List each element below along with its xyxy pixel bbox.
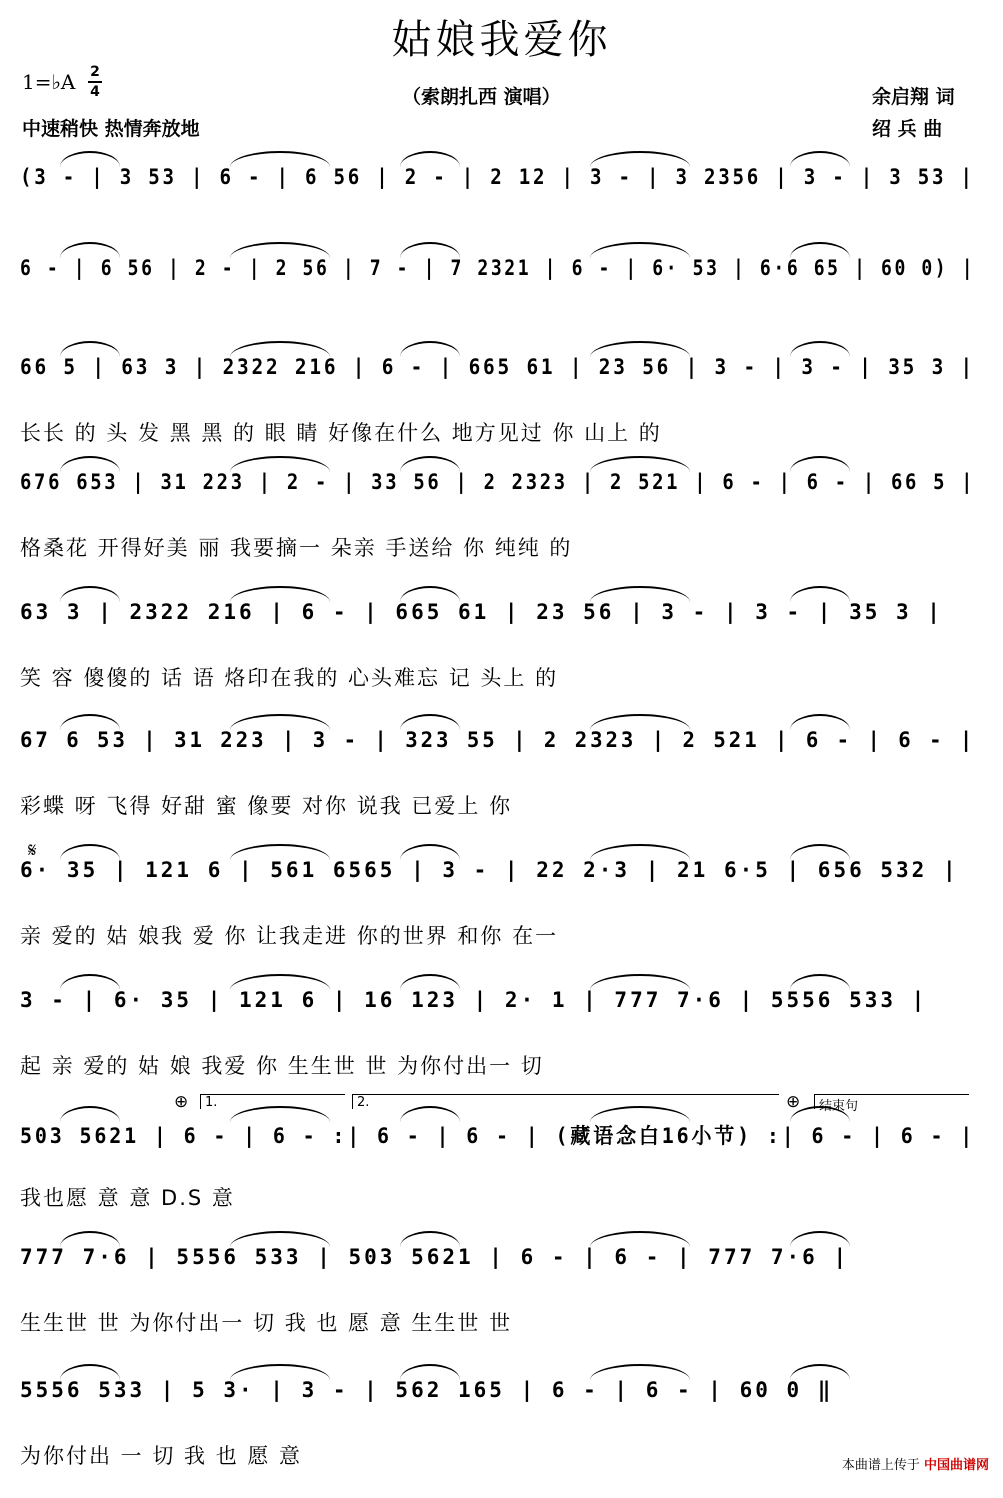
notation-line [20, 728, 975, 768]
coda-symbol-1: ⊕ [174, 1092, 189, 1112]
slur-mark [590, 151, 690, 167]
jianpu-notes: 3 - | 6· 35 | 121 6 | 16 123 | 2· 1 | 777 7·6 | 5556 533 | [20, 988, 928, 1012]
jianpu-notes: 67 6 53 | 31 223 | 3 - | 323 55 | 2 2323 | 2 521 | 6 - | 6 - | [20, 728, 976, 752]
lyrics-line: 生生世 世 为你付出一 切 我 也 愿 意 生生世 世 [20, 1311, 513, 1335]
notation-line [20, 1378, 975, 1418]
ending-label: 结束句 [819, 1099, 859, 1114]
score-row [0, 988, 1003, 1108]
score-row [0, 1378, 1003, 1498]
segno-symbol: 𝄋 [28, 838, 37, 862]
coda-symbol-2: ⊕ [786, 1092, 801, 1112]
notation-line [20, 600, 975, 640]
score-row [0, 1120, 1003, 1240]
jianpu-notes: 676 653 | 31 223 | 2 - | 33 56 | 2 2323 | 2 521 | 6 - | 6 - | 66 5 | [20, 470, 976, 494]
lyrics-line: 为你付出 一 切 我 也 愿 意 [20, 1444, 303, 1468]
slur-mark [400, 1364, 460, 1380]
jianpu-notes: 66 5 | 63 3 | 2322 216 | 6 - | 665 61 | 23 56 | 3 - | 3 - | 35 3 | [20, 355, 976, 379]
slur-mark [790, 1364, 850, 1380]
footer-credit [842, 1454, 989, 1473]
notation-line [20, 256, 975, 296]
notation-line [20, 470, 975, 510]
volta-2 [352, 1094, 779, 1109]
footer-brand: 中国曲谱网 [923, 1458, 989, 1473]
composer-credit: 绍 兵 曲 [872, 118, 943, 140]
volta-1 [200, 1094, 345, 1109]
notation-line [20, 988, 975, 1028]
lyrics-line: 我也愿 意 意 D.S 意 [20, 1186, 235, 1210]
slur-mark [60, 151, 120, 167]
jianpu-notes: 6· 35 | 121 6 | 561 6565 | 3 - | 22 2·3 | 21 6·5 | 656 532 | [20, 858, 959, 882]
footer-text: 本曲谱上传于 [841, 1458, 920, 1473]
notation-line [20, 858, 975, 898]
volta-1-label: 1. [205, 1095, 218, 1110]
time-bottom: 4 [90, 84, 100, 100]
volta-2-label: 2. [357, 1095, 370, 1110]
score-row [0, 470, 1003, 590]
notation-line [20, 355, 975, 395]
time-signature [88, 64, 102, 100]
lyrics-line: 长长 的 头 发 黑 黑 的 眼 睛 好像在什么 地方见过 你 山上 的 [20, 421, 662, 445]
slur-mark [790, 151, 850, 167]
score-row [0, 858, 1003, 978]
jianpu-notes: 5556 533 | 5 3· | 3 - | 562 165 | 6 - | 6 - | 60 0 ‖ [20, 1378, 834, 1402]
notation-line [20, 1120, 975, 1160]
slur-mark [60, 1106, 120, 1122]
slur-mark [230, 151, 330, 167]
jianpu-notes: 503 5621 | 6 - | 6 - :| 6 - | 6 - | (藏语念白16小节) :| 6 - | 6 - | [20, 1124, 976, 1148]
score-row [0, 1245, 1003, 1365]
time-top: 2 [90, 64, 100, 80]
lyrics-line: 笑 容 傻傻的 话 语 烙印在我的 心头难忘 记 头上 的 [20, 666, 559, 690]
lyrics-line: 格桑花 开得好美 丽 我要摘一 朵亲 手送给 你 纯纯 的 [20, 536, 573, 560]
singer-credit: （索朗扎西 演唱） [402, 86, 561, 108]
tempo-marking: 中速稍快 热情奔放地 [22, 118, 200, 140]
slur-mark [590, 1364, 690, 1380]
lyrics-line: 亲 爱的 姑 娘我 爱 你 让我走进 你的世界 和你 在一 [20, 924, 559, 948]
lyrics-line: 彩蝶 呀 飞得 好甜 蜜 像要 对你 说我 已爱上 你 [20, 794, 513, 818]
score-row [0, 355, 1003, 475]
slur-mark [60, 1364, 120, 1380]
notation-line [20, 165, 975, 205]
song-title: 姑娘我爱你 [391, 17, 612, 63]
slur-mark [400, 151, 460, 167]
lyrics-line: 起 亲 爱的 姑 娘 我爱 你 生生世 世 为你付出一 切 [20, 1054, 544, 1078]
lyricist-credit: 余启翔 词 [872, 86, 955, 108]
slur-mark [230, 1364, 330, 1380]
ending-bracket [814, 1094, 969, 1114]
score-row [0, 728, 1003, 848]
jianpu-notes: 6 - | 6 56 | 2 - | 2 56 | 7 - | 7 2321 | 6 - | 6· 53 | 6·6 65 | 60 0) | [20, 256, 976, 280]
key-signature: 1=♭A [22, 70, 76, 94]
jianpu-notes: (3 - | 3 53 | 6 - | 6 56 | 2 - | 2 12 | 3 - | 3 2356 | 3 - | 3 53 | [20, 165, 975, 189]
time-divider [88, 81, 102, 83]
notation-line [20, 1245, 975, 1285]
jianpu-notes: 63 3 | 2322 216 | 6 - | 665 61 | 23 56 | 3 - | 3 - | 35 3 | [20, 600, 943, 624]
score-row [0, 600, 1003, 720]
jianpu-notes: 777 7·6 | 5556 533 | 503 5621 | 6 - | 6 - | 777 7·6 | [20, 1245, 850, 1269]
